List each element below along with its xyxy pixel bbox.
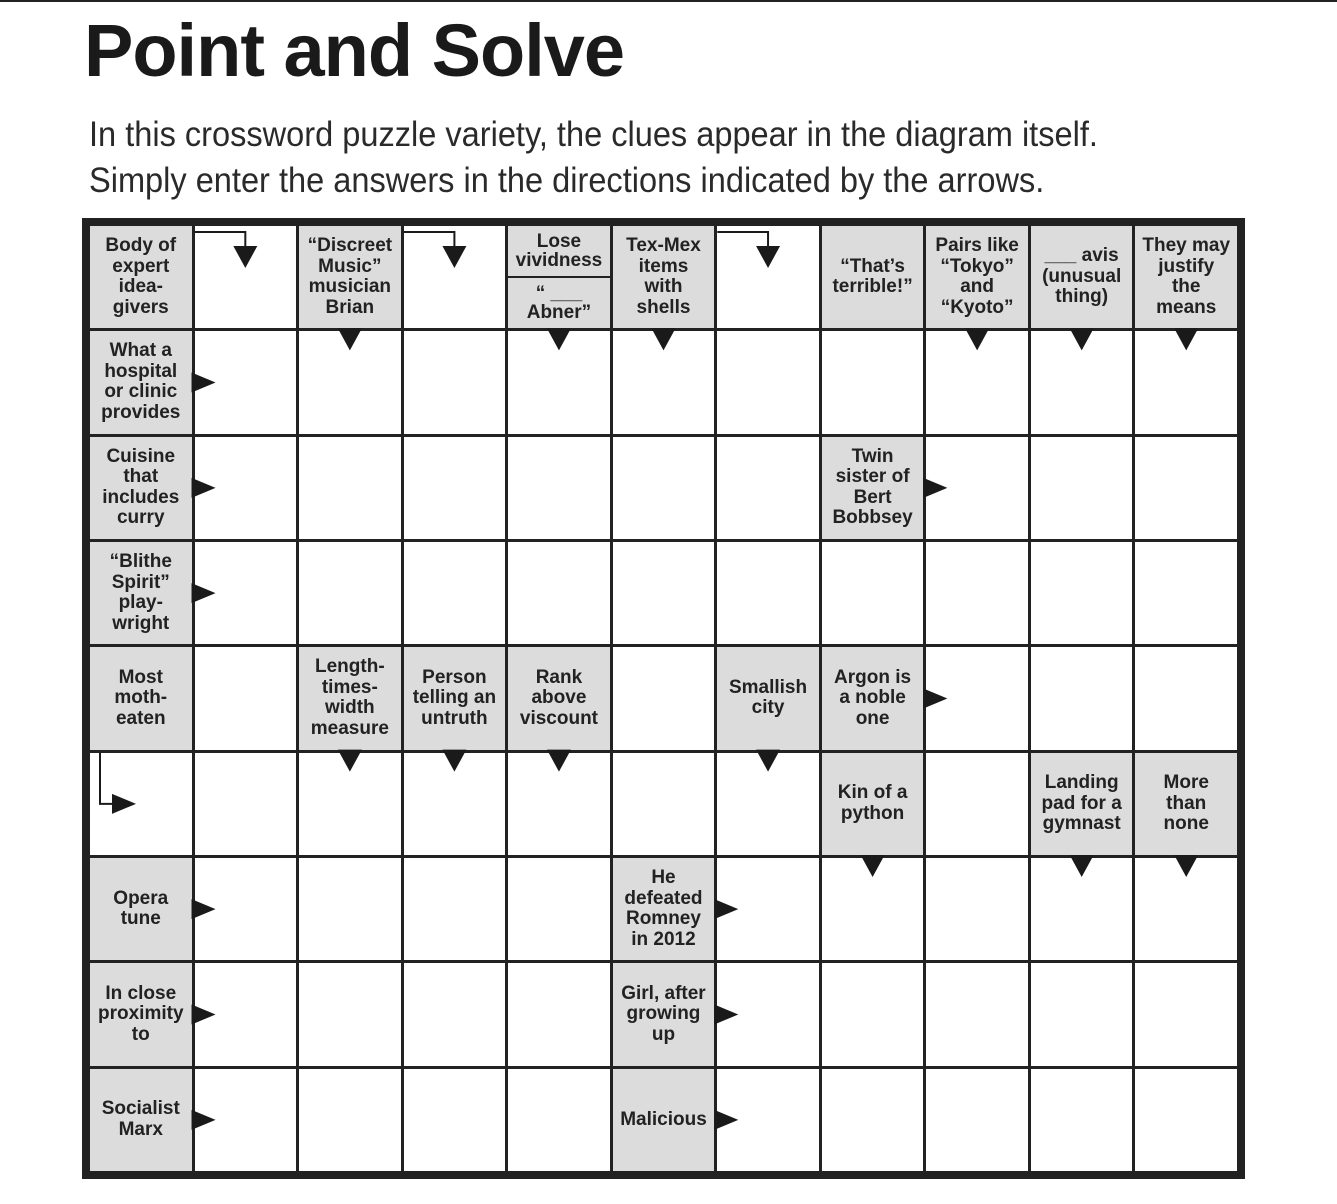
clue-cell: Tex-Mex items with shells bbox=[613, 226, 715, 328]
answer-cell[interactable] bbox=[822, 331, 924, 433]
answer-cell[interactable] bbox=[195, 963, 297, 1065]
answer-cell[interactable] bbox=[404, 963, 506, 1065]
answer-cell[interactable] bbox=[613, 331, 715, 433]
answer-cell[interactable] bbox=[717, 331, 819, 433]
answer-cell[interactable] bbox=[195, 542, 297, 644]
answer-cell[interactable] bbox=[1031, 437, 1133, 539]
answer-cell[interactable] bbox=[299, 542, 401, 644]
answer-cell[interactable] bbox=[926, 542, 1028, 644]
instruction-line: In this crossword puzzle variety, the clues appear in the diagram itself. bbox=[89, 115, 1098, 154]
answer-cell[interactable] bbox=[90, 753, 192, 855]
crossword-grid bbox=[82, 218, 1245, 1179]
answer-cell[interactable] bbox=[613, 753, 715, 855]
answer-cell[interactable] bbox=[508, 1069, 610, 1171]
answer-cell[interactable] bbox=[195, 437, 297, 539]
top-rule bbox=[0, 0, 1337, 2]
answer-cell[interactable] bbox=[613, 647, 715, 749]
clue-cell: What a hospital or clinic provides bbox=[90, 331, 192, 433]
clue-cell: “That’s terrible!” bbox=[822, 226, 924, 328]
answer-cell[interactable] bbox=[508, 542, 610, 644]
answer-cell[interactable] bbox=[822, 858, 924, 960]
answer-cell[interactable] bbox=[195, 753, 297, 855]
answer-cell[interactable] bbox=[299, 753, 401, 855]
clue-cell: Argon is a noble one bbox=[822, 647, 924, 749]
answer-cell[interactable] bbox=[1031, 1069, 1133, 1171]
clue-cell: Rank above viscount bbox=[508, 647, 610, 749]
clue-cell: More than none bbox=[1135, 753, 1237, 855]
clue-cell: Person telling an untruth bbox=[404, 647, 506, 749]
answer-cell[interactable] bbox=[926, 753, 1028, 855]
answer-cell[interactable] bbox=[1135, 542, 1237, 644]
answer-cell[interactable] bbox=[195, 647, 297, 749]
clue-cell: Landing pad for a gymnast bbox=[1031, 753, 1133, 855]
answer-cell[interactable] bbox=[717, 542, 819, 644]
answer-cell[interactable] bbox=[1031, 331, 1133, 433]
answer-cell[interactable] bbox=[195, 331, 297, 433]
answer-cell[interactable] bbox=[404, 331, 506, 433]
answer-cell[interactable] bbox=[404, 753, 506, 855]
answer-cell[interactable] bbox=[1135, 331, 1237, 433]
clue-cell: Body of expert idea- givers bbox=[90, 226, 192, 328]
answer-cell[interactable] bbox=[717, 226, 819, 328]
answer-cell[interactable] bbox=[508, 331, 610, 433]
clue-cell: Socialist Marx bbox=[90, 1069, 192, 1171]
answer-cell[interactable] bbox=[404, 437, 506, 539]
answer-cell[interactable] bbox=[195, 226, 297, 328]
answer-cell[interactable] bbox=[613, 542, 715, 644]
clue-cell: “ ___ Abner” bbox=[508, 278, 610, 328]
answer-cell[interactable] bbox=[299, 858, 401, 960]
answer-cell[interactable] bbox=[1031, 858, 1133, 960]
answer-cell[interactable] bbox=[299, 1069, 401, 1171]
answer-cell[interactable] bbox=[717, 753, 819, 855]
page-title: Point and Solve bbox=[84, 9, 625, 92]
instructions bbox=[89, 112, 1098, 204]
answer-cell[interactable] bbox=[1135, 858, 1237, 960]
answer-cell[interactable] bbox=[1135, 1069, 1237, 1171]
answer-cell[interactable] bbox=[195, 1069, 297, 1171]
answer-cell[interactable] bbox=[1031, 647, 1133, 749]
answer-cell[interactable] bbox=[926, 647, 1028, 749]
answer-cell[interactable] bbox=[717, 858, 819, 960]
answer-cell[interactable] bbox=[926, 858, 1028, 960]
answer-cell[interactable] bbox=[299, 331, 401, 433]
clue-cell: Girl, after growing up bbox=[613, 963, 715, 1065]
answer-cell[interactable] bbox=[195, 858, 297, 960]
answer-cell[interactable] bbox=[1031, 963, 1133, 1065]
answer-cell[interactable] bbox=[404, 1069, 506, 1171]
clue-cell: Most moth- eaten bbox=[90, 647, 192, 749]
clue-cell: They may justify the means bbox=[1135, 226, 1237, 328]
answer-cell[interactable] bbox=[926, 437, 1028, 539]
clue-cell: “Blithe Spirit” play- wright bbox=[90, 542, 192, 644]
answer-cell[interactable] bbox=[926, 963, 1028, 1065]
answer-cell[interactable] bbox=[1135, 963, 1237, 1065]
clue-cell: In close proximity to bbox=[90, 963, 192, 1065]
clue-cell: He defeated Romney in 2012 bbox=[613, 858, 715, 960]
answer-cell[interactable] bbox=[717, 437, 819, 539]
clue-cell: Cuisine that includes curry bbox=[90, 437, 192, 539]
answer-cell[interactable] bbox=[1135, 437, 1237, 539]
answer-cell[interactable] bbox=[926, 1069, 1028, 1171]
answer-cell[interactable] bbox=[299, 963, 401, 1065]
answer-cell[interactable] bbox=[926, 331, 1028, 433]
clue-cell: Pairs like “Tokyo” and “Kyoto” bbox=[926, 226, 1028, 328]
clue-cell: Twin sister of Bert Bobbsey bbox=[822, 437, 924, 539]
clue-cell: Length- times- width measure bbox=[299, 647, 401, 749]
instruction-line: Simply enter the answers in the directions indicated by the arrows. bbox=[89, 161, 1045, 200]
answer-cell[interactable] bbox=[613, 437, 715, 539]
answer-cell[interactable] bbox=[404, 542, 506, 644]
answer-cell[interactable] bbox=[717, 963, 819, 1065]
answer-cell[interactable] bbox=[404, 858, 506, 960]
clue-cell: Malicious bbox=[613, 1069, 715, 1171]
answer-cell[interactable] bbox=[1135, 647, 1237, 749]
answer-cell[interactable] bbox=[717, 1069, 819, 1171]
clue-cell: Kin of a python bbox=[822, 753, 924, 855]
answer-cell[interactable] bbox=[299, 437, 401, 539]
clue-cell: ___ avis (unusual thing) bbox=[1031, 226, 1133, 328]
split-divider bbox=[508, 276, 610, 278]
clue-cell: Lose vividness bbox=[508, 226, 610, 276]
answer-cell[interactable] bbox=[508, 963, 610, 1065]
clue-cell: “Discreet Music” musician Brian bbox=[299, 226, 401, 328]
answer-cell[interactable] bbox=[508, 753, 610, 855]
answer-cell[interactable] bbox=[508, 858, 610, 960]
answer-cell[interactable] bbox=[508, 437, 610, 539]
answer-cell[interactable] bbox=[404, 226, 506, 328]
answer-cell[interactable] bbox=[1031, 542, 1133, 644]
answer-cell[interactable] bbox=[822, 963, 924, 1065]
answer-cell[interactable] bbox=[822, 1069, 924, 1171]
answer-cell[interactable] bbox=[822, 542, 924, 644]
clue-cell: Smallish city bbox=[717, 647, 819, 749]
clue-cell: Opera tune bbox=[90, 858, 192, 960]
